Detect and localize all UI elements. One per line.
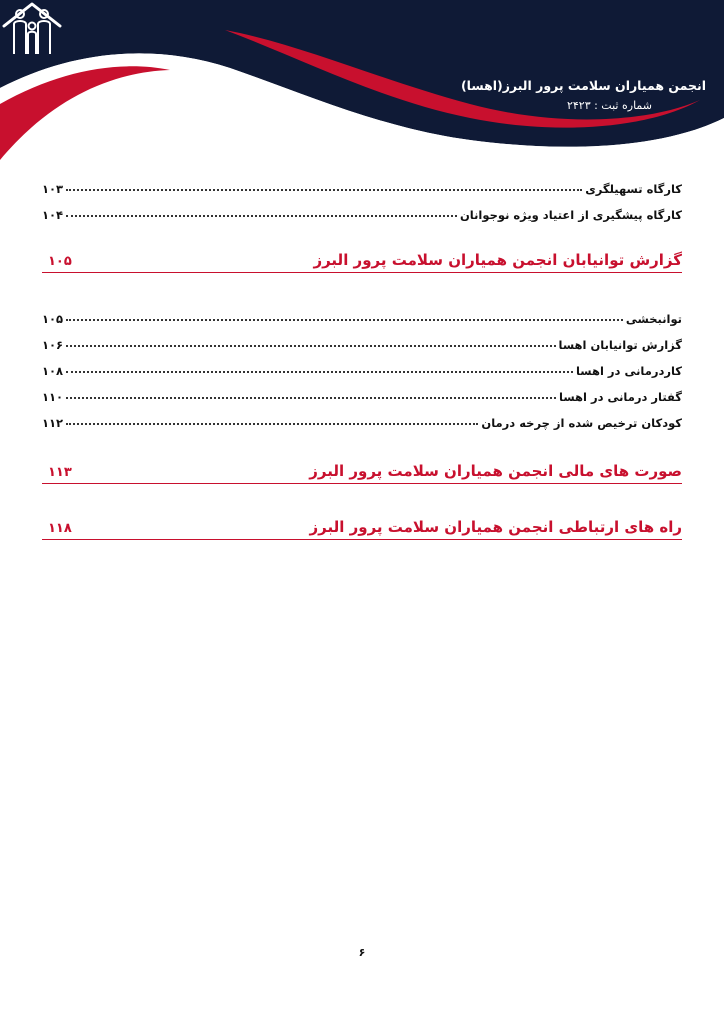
section-page: ۱۱۸ (48, 521, 72, 536)
section-title: صورت های مالی انجمن همیاران سلامت پرور البرز (309, 462, 682, 480)
toc-entry-title: کاردرمانی در اهسا (575, 364, 682, 378)
toc-row[interactable] (42, 326, 682, 352)
toc-group-rehabilitation (42, 300, 682, 430)
toc-row[interactable] (42, 300, 682, 326)
section-page: ۱۰۵ (48, 254, 72, 269)
dot-leader (66, 422, 478, 425)
dot-leader (66, 396, 556, 399)
toc-entry-title: گفتار درمانی در اهسا (559, 390, 682, 404)
toc-entry-page: ۱۰۳ (42, 182, 64, 196)
section-title: گزارش توانیابان انجمن همیاران سلامت پرور البرز (313, 251, 682, 269)
toc-row[interactable] (42, 378, 682, 404)
toc-row[interactable] (42, 404, 682, 430)
section-page: ۱۱۳ (48, 465, 72, 480)
toc-row[interactable] (42, 196, 682, 222)
toc-entry-page: ۱۰۴ (42, 208, 64, 222)
page-header (0, 0, 724, 170)
dot-leader (66, 318, 623, 321)
organization-name: انجمن همیاران سلامت پرور البرز(اهسا) (460, 78, 706, 93)
toc-entry-title: کارگاه پیشگیری از اعتیاد ویژه نوجوانان (459, 208, 682, 222)
toc-entry-page: ۱۰۶ (42, 338, 64, 352)
dot-leader (66, 214, 457, 217)
toc-entry-page: ۱۱۰ (42, 390, 64, 404)
toc-section-heading[interactable] (42, 462, 682, 484)
toc-group-workshops (42, 170, 682, 222)
toc-entry-title: کارگاه تسهیلگری (585, 182, 682, 196)
section-title: راه های ارتباطی انجمن همیاران سلامت پرور البرز (309, 518, 682, 536)
organization-block (446, 78, 706, 112)
toc-section-heading[interactable] (42, 251, 682, 273)
toc-row[interactable] (42, 352, 682, 378)
toc-entry-page: ۱۱۲ (42, 416, 64, 430)
registration-number: شماره ثبت : ۲۴۲۳ (566, 99, 652, 112)
toc-entry-title: کودکان ترخیص شده از چرخه درمان (481, 416, 682, 430)
dot-leader (66, 344, 555, 347)
toc-section-heading[interactable] (42, 518, 682, 540)
toc-entry-page: ۱۰۸ (42, 364, 64, 378)
dot-leader (66, 370, 573, 373)
toc-row[interactable] (42, 170, 682, 196)
page-number: ۶ (358, 946, 366, 959)
toc-entry-title: گزارش توانیابان اهسا (558, 338, 682, 352)
toc-entry-page: ۱۰۵ (42, 312, 64, 326)
toc-entry-title: توانبخشی (625, 312, 682, 326)
dot-leader (66, 188, 582, 191)
family-house-icon (0, 0, 64, 56)
